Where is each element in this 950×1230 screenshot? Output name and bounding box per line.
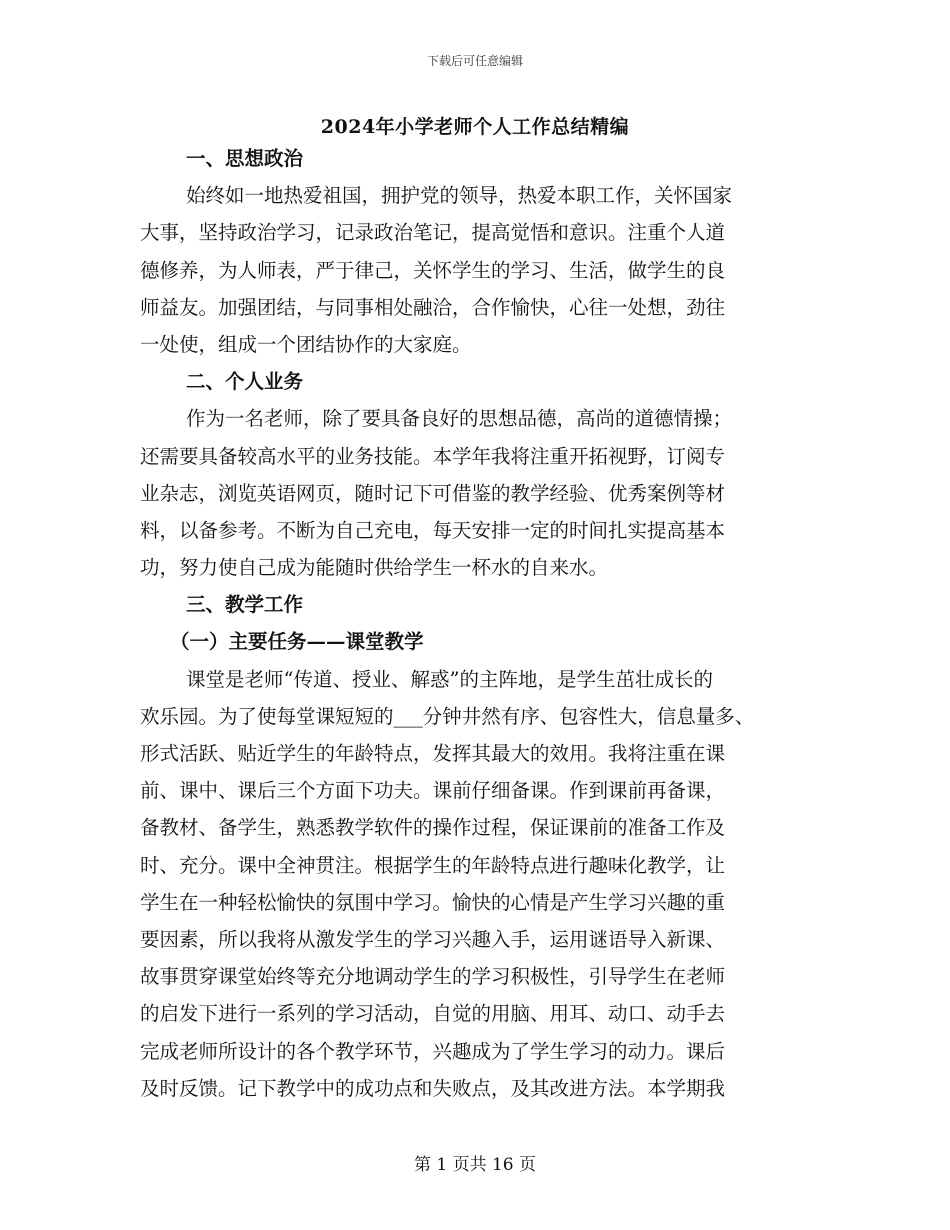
page-header-note: 下载后可任意编辑: [426, 54, 523, 68]
paragraph-line: 业杂志，浏览英语网页，随时记下可借鉴的教学经验、优秀案例等材: [140, 481, 726, 505]
document-title: 2024年小学老师个人工作总结精编: [320, 116, 630, 138]
document-body: [140, 140, 816, 1107]
paragraph-line: 料，以备参考。不断为自己充电，每天安排一定的时间扎实提高基本: [140, 518, 726, 542]
subsection-heading-classroom: （一）主要任务——课堂教学: [170, 630, 424, 654]
paragraph-line: 及时反馈。记下教学中的成功点和失败点，及其改进方法。本学期我: [140, 1076, 726, 1100]
paragraph-line: 始终如一地热爱祖国，拥护党的领导，热爱本职工作，关怀国家: [186, 184, 733, 208]
paragraph-line: 师益友。加强团结，与同事相处融洽，合作愉快，心往一处想，劲往: [140, 295, 726, 319]
section-heading-politics: 一、思想政治: [186, 147, 304, 170]
paragraph-line: 还需要具备较高水平的业务技能。本学年我将注重开拓视野，订阅专: [140, 444, 726, 468]
paragraph-line: 作为一名老师，除了要具备良好的思想品德，高尚的道德情操；: [186, 407, 733, 431]
section-heading-teaching: 三、教学工作: [186, 593, 304, 617]
paragraph-line: 的启发下进行一系列的学习活动，自觉的用脑、用耳、动口、动手去: [140, 1002, 726, 1026]
section-heading-business: 二、个人业务: [186, 370, 304, 394]
paragraph-line: 德修养，为人师表，严于律己，关怀学生的学习、生活，做学生的良: [140, 258, 726, 282]
paragraph-line: 时、充分。课中全神贯注。根据学生的年龄特点进行趣味化教学，让: [140, 853, 726, 877]
paragraph-line: 要因素，所以我将从激发学生的学习兴趣入手，运用谜语导入新课、: [140, 927, 726, 951]
paragraph-line: 前、课中、课后三个方面下功夫。课前仔细备课。作到课前再备课，: [140, 779, 726, 803]
paragraph-line: 课堂是老师“传道、授业、解惑”的主阵地，是学生茁壮成长的: [186, 667, 713, 691]
paragraph-line: 完成老师所设计的各个教学环节，兴趣成为了学生学习的动力。课后: [140, 1039, 726, 1063]
paragraph-line: 大事，坚持政治学习，记录政治笔记，提高觉悟和意识。注重个人道: [140, 221, 726, 245]
paragraph-line: 故事贯穿课堂始终等充分地调动学生的学习积极性，引导学生在老师: [140, 965, 726, 989]
paragraph-line: 欢乐园。为了使每堂课短短的___分钟井然有序、包容性大，信息量多、: [140, 704, 755, 728]
paragraph-line: 学生在一种轻松愉快的氛围中学习。愉快的心情是产生学习兴趣的重: [140, 890, 726, 914]
paragraph-line: 一处使，组成一个团结协作的大家庭。: [140, 332, 472, 356]
page-number-footer: 第 1 页共 16 页: [413, 1155, 537, 1175]
paragraph-line: 备教材、备学生，熟悉教学软件的操作过程，保证课前的准备工作及: [140, 816, 726, 840]
paragraph-line: 形式活跃、贴近学生的年龄特点，发挥其最大的效用。我将注重在课: [140, 742, 726, 765]
paragraph-line: 功，努力使自己成为能随时供给学生一杯水的自来水。: [140, 556, 609, 580]
